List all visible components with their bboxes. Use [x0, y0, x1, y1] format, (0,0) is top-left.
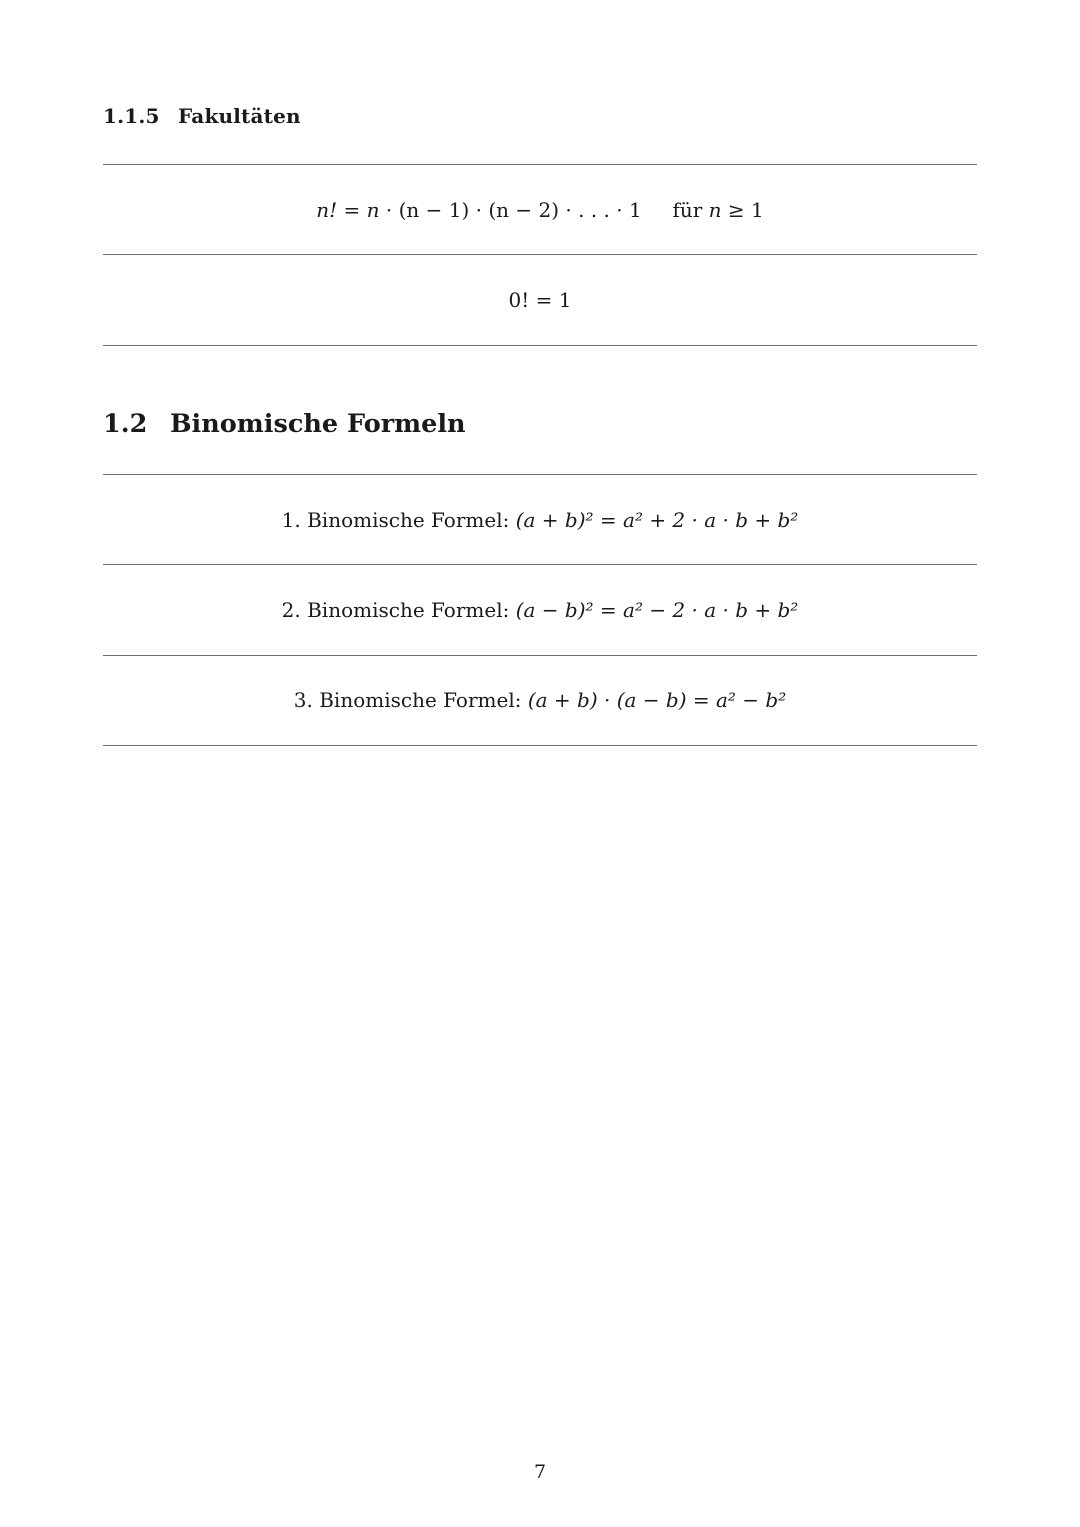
factorial-zero-formula	[103, 288, 977, 312]
formula-expression: (a + b)² = a² + 2 · a · b + b²	[515, 508, 799, 532]
horizontal-rule	[103, 345, 977, 346]
section-number: 1.2	[103, 409, 148, 439]
factorial-definition-formula	[103, 198, 977, 222]
subsection-number: 1.1.5	[103, 104, 160, 128]
formula-condition-word: für	[672, 198, 703, 222]
formula-rhs-product: · (n − 1) · (n − 2) · . . . · 1	[379, 198, 642, 222]
formula-expression: (a + b) · (a − b) = a² − b²	[527, 688, 787, 712]
subsection-heading	[103, 104, 301, 128]
formula-expression: (a − b)² = a² − 2 · a · b + b²	[515, 598, 799, 622]
horizontal-rule	[103, 745, 977, 746]
formula-condition-var: n	[708, 198, 722, 222]
binomial-formula-3	[103, 688, 977, 712]
section-heading	[103, 409, 466, 439]
binomial-formula-1	[103, 508, 977, 532]
formula-label: 1. Binomische Formel:	[281, 508, 510, 532]
formula-condition-rest: ≥ 1	[721, 198, 764, 222]
subsection-title: Fakultäten	[178, 104, 301, 128]
horizontal-rule	[103, 655, 977, 656]
formula-label: 3. Binomische Formel:	[293, 688, 522, 712]
formula-text: 0! = 1	[508, 288, 572, 312]
page-number: 7	[533, 1461, 547, 1483]
horizontal-rule	[103, 254, 977, 255]
horizontal-rule	[103, 564, 977, 565]
formula-lhs: n!	[316, 198, 338, 222]
section-title: Binomische Formeln	[170, 409, 466, 439]
horizontal-rule	[103, 474, 977, 475]
formula-rhs-var: n	[366, 198, 380, 222]
formula-equals: =	[337, 198, 367, 222]
formula-label: 2. Binomische Formel:	[281, 598, 510, 622]
horizontal-rule	[103, 164, 977, 165]
binomial-formula-2	[103, 598, 977, 622]
